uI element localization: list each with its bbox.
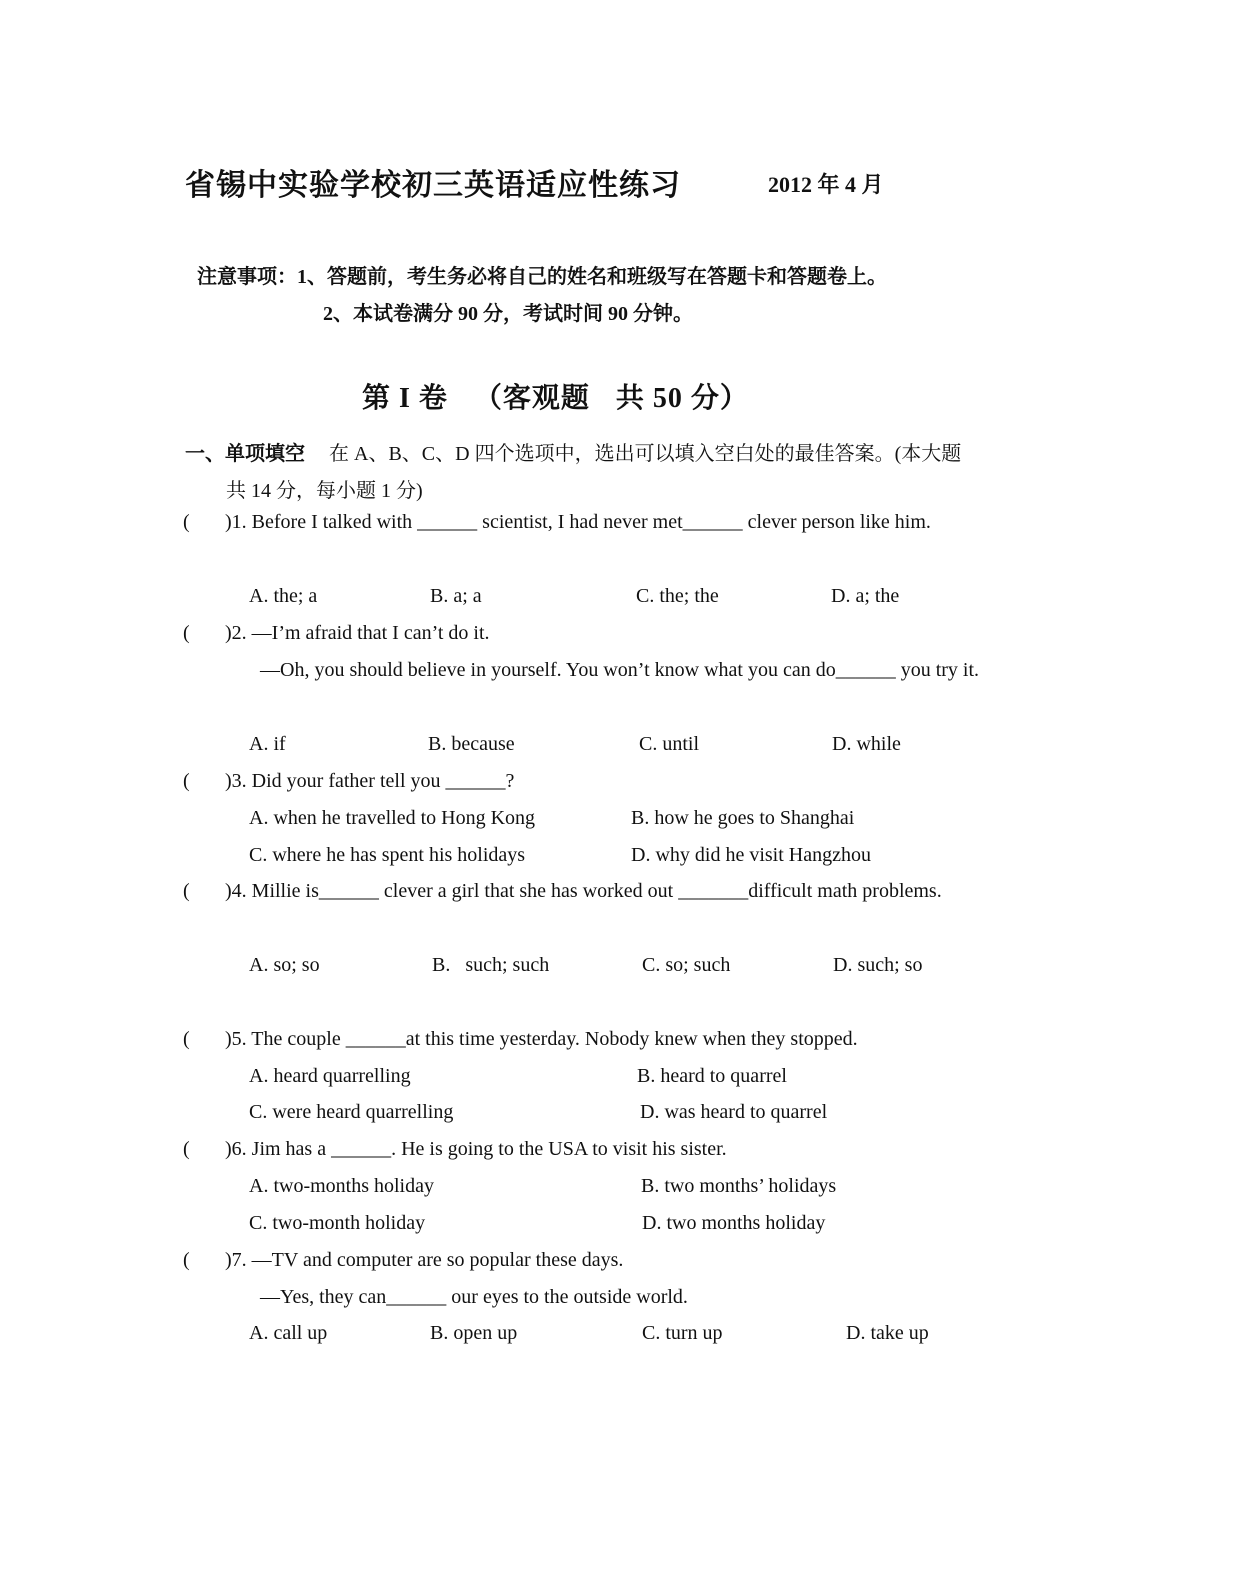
option-a: A. so; so	[249, 954, 320, 976]
option-b: B. how he goes to Shanghai	[631, 807, 855, 829]
option-a: A. when he travelled to Hong Kong	[249, 807, 536, 829]
section-heading-right: 共 50 分）	[615, 383, 749, 414]
option-d: D. was heard to quarrel	[640, 1101, 828, 1123]
option-a: A. call up	[249, 1322, 328, 1344]
question-4	[183, 880, 942, 903]
answer-paren: (	[183, 880, 190, 902]
option-a: A. two-months holiday	[249, 1175, 434, 1197]
question-2	[183, 622, 490, 645]
option-c: C. the; the	[636, 585, 719, 607]
answer-paren: (	[183, 511, 190, 533]
option-a: A. the; a	[249, 585, 318, 607]
option-d: D. two months holiday	[642, 1212, 826, 1234]
answer-paren: (	[183, 1138, 190, 1160]
answer-paren: (	[183, 1028, 190, 1050]
question-stem: )2. —I’m afraid that I can’t do it.	[225, 622, 490, 644]
option-d: D. take up	[846, 1322, 929, 1344]
answer-paren: (	[183, 622, 190, 644]
question-7	[183, 1249, 623, 1272]
question-stem: )3. Did your father tell you ______?	[225, 770, 515, 792]
section-heading-mid: （客观题	[473, 383, 590, 414]
option-b: B. such; such	[432, 954, 550, 976]
option-c: C. so; such	[642, 954, 731, 976]
option-d: D. a; the	[831, 585, 900, 607]
question-stem: )5. The couple ______at this time yesterday. Nobody knew when they stopped.	[225, 1028, 858, 1050]
option-c: C. until	[639, 733, 700, 755]
note-line-1: 注意事项：1、答题前，考生务必将自己的姓名和班级写在答题卡和答题卷上。	[197, 266, 887, 288]
option-b: B. because	[428, 733, 515, 755]
section-heading-left: 第 I 卷	[362, 383, 448, 414]
part-label: 一、单项填空	[185, 443, 305, 465]
option-c: C. two-month holiday	[249, 1212, 426, 1234]
question-stem: )6. Jim has a ______. He is going to the USA to visit his sister.	[225, 1138, 727, 1160]
option-a: A. heard quarrelling	[249, 1065, 411, 1087]
question-1	[183, 511, 931, 534]
question-6	[183, 1138, 727, 1161]
answer-paren: (	[183, 770, 190, 792]
section-heading	[362, 376, 749, 416]
note-line-2: 2、本试卷满分 90 分，考试时间 90 分钟。	[323, 303, 693, 325]
question-3	[183, 770, 514, 793]
part-instruction-line-2: 共 14 分，每小题 1 分)	[226, 480, 423, 502]
answer-paren: (	[183, 1249, 190, 1271]
exam-date: 2012 年 4 月	[768, 172, 884, 197]
option-c: C. turn up	[642, 1322, 723, 1344]
page-title: 省锡中实验学校初三英语适应性练习	[185, 169, 681, 202]
option-b: B. a; a	[430, 585, 482, 607]
option-b: B. open up	[430, 1322, 518, 1344]
option-c: C. were heard quarrelling	[249, 1101, 454, 1123]
option-b: B. two months’ holidays	[641, 1175, 837, 1197]
question-stem: )4. Millie is______ clever a girl that she has worked out _______difficult math problems.	[225, 880, 942, 902]
question-7-stem-line-2: —Yes, they can______ our eyes to the outside world.	[260, 1286, 688, 1308]
option-d: D. such; so	[833, 954, 923, 976]
part-instruction-text: 在 A、B、C、D 四个选项中，选出可以填入空白处的最佳答案。(本大题	[329, 443, 962, 465]
question-stem: )7. —TV and computer are so popular these days.	[225, 1249, 624, 1271]
option-b: B. heard to quarrel	[637, 1065, 787, 1087]
question-stem: )1. Before I talked with ______ scientist, I had never met______ clever person like him.	[225, 511, 931, 533]
option-d: D. why did he visit Hangzhou	[631, 844, 871, 866]
question-2-stem-line-2: —Oh, you should believe in yourself. You won’t know what you can do______ you try it.	[260, 659, 980, 681]
option-d: D. while	[832, 733, 901, 755]
question-5	[183, 1028, 858, 1051]
option-c: C. where he has spent his holidays	[249, 844, 526, 866]
part-instruction	[185, 437, 961, 466]
option-a: A. if	[249, 733, 286, 755]
